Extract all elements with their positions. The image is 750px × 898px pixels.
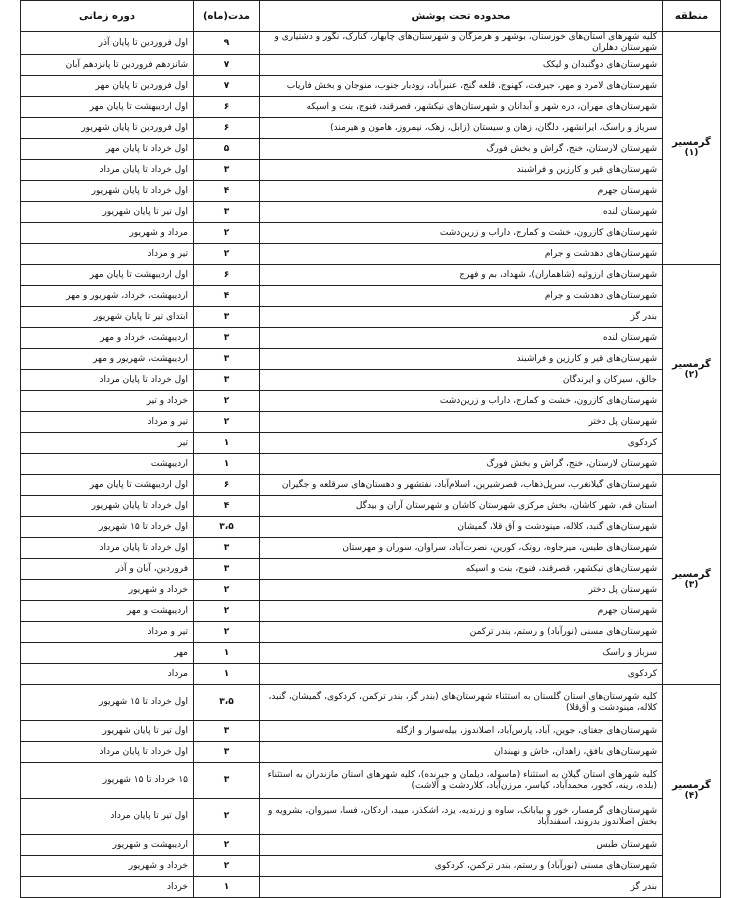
period-cell: اول فروردین تا پایان آذر <box>21 32 194 55</box>
duration-cell: ۳ <box>194 721 260 742</box>
duration-cell: ۶ <box>194 475 260 496</box>
area-cell: کلیه شهرهای استان‌های خوزستان، بوشهر و هرمزگان و شهرستان‌های چابهار، کنارک، نگور و دشتیاری و شهرستان دهلران <box>260 32 663 55</box>
region-cell <box>663 685 721 898</box>
table-row <box>21 643 721 664</box>
duration-cell: ۹ <box>194 32 260 55</box>
duration-cell: ۶ <box>194 265 260 286</box>
period-cell: تیر و مرداد <box>21 622 194 643</box>
header-region: منطقه <box>663 1 721 32</box>
header-period: دوره زمانی <box>21 1 194 32</box>
table-row <box>21 349 721 370</box>
table-row <box>21 538 721 559</box>
region-number: (۳) <box>684 579 699 590</box>
duration-cell: ۱ <box>194 664 260 685</box>
period-cell: اول خرداد تا پایان مرداد <box>21 538 194 559</box>
region-cell <box>663 265 721 475</box>
table-row <box>21 244 721 265</box>
duration-cell: ۷ <box>194 76 260 97</box>
table-row <box>21 307 721 328</box>
period-cell: اردیبهشت <box>21 454 194 475</box>
table-row <box>21 517 721 538</box>
region-number: (۱) <box>684 148 699 158</box>
table-row <box>21 97 721 118</box>
period-cell: ابتدای تیر تا پایان شهریور <box>21 307 194 328</box>
table-row <box>21 454 721 475</box>
area-cell: شهرستان‌های لامرد و مهر، جیرفت، کهنوج، قلعه گنج، عنبرآباد، رودبار جنوب، منوجان و بخش فاریاب <box>260 76 663 97</box>
duration-cell: ۳ <box>194 559 260 580</box>
table-row <box>21 742 721 763</box>
period-cell: ۱۵ خرداد تا ۱۵ شهریور <box>21 763 194 799</box>
table-row <box>21 721 721 742</box>
duration-cell: ۷ <box>194 55 260 76</box>
area-cell: شهرستان پل دختر <box>260 580 663 601</box>
table-row <box>21 370 721 391</box>
table-body <box>21 32 721 898</box>
table-row <box>21 559 721 580</box>
duration-cell: ۴ <box>194 181 260 202</box>
period-cell: مرداد و شهریور <box>21 223 194 244</box>
period-cell: خرداد <box>21 877 194 898</box>
area-cell: کردکوی <box>260 433 663 454</box>
duration-cell: ۳ <box>194 307 260 328</box>
region-number: (۴) <box>684 791 699 801</box>
duration-cell: ۲ <box>194 412 260 433</box>
duration-cell: ۳ <box>194 370 260 391</box>
period-cell: اردیبهشت و مهر <box>21 601 194 622</box>
table-row <box>21 32 721 55</box>
area-cell: شهرستان‌های طبس، میرجاوه، روتک، کورین، نصرت‌آباد، سراوان، سوران و مهرستان <box>260 538 663 559</box>
duration-cell: ۲ <box>194 580 260 601</box>
table-row <box>21 475 721 496</box>
table-row <box>21 580 721 601</box>
duration-cell: ۳ <box>194 763 260 799</box>
period-cell: اول خرداد تا پایان مرداد <box>21 742 194 763</box>
table-row <box>21 799 721 835</box>
duration-cell: ۲ <box>194 223 260 244</box>
period-cell: خرداد و تیر <box>21 391 194 412</box>
period-cell: مرداد <box>21 664 194 685</box>
area-cell: شهرستان‌های قیر و کارزین و فراشبند <box>260 160 663 181</box>
area-cell: شهرستان‌های بافق، زاهدان، خاش و نهبندان <box>260 742 663 763</box>
period-cell: اول خرداد تا پایان شهریور <box>21 181 194 202</box>
table-row <box>21 622 721 643</box>
area-cell: شهرستان‌های دوگنبدان و لیکک <box>260 55 663 76</box>
coverage-table <box>20 0 721 898</box>
duration-cell: ۲ <box>194 835 260 856</box>
table-row <box>21 601 721 622</box>
area-cell: شهرستان لنده <box>260 202 663 223</box>
table-row <box>21 181 721 202</box>
period-cell: اول خرداد تا ۱۵ شهریور <box>21 517 194 538</box>
duration-cell: ۱ <box>194 643 260 664</box>
area-cell: شهرستان‌های جغتای، جوین، آباد، پارس‌آباد، اصلاندوز، بیله‌سوار و ازگله <box>260 721 663 742</box>
table-row <box>21 202 721 223</box>
area-cell: شهرستان‌های دهدشت و جرام <box>260 244 663 265</box>
table-row <box>21 763 721 799</box>
period-cell: خرداد و شهریور <box>21 580 194 601</box>
duration-cell: ۱ <box>194 454 260 475</box>
period-cell: اول تیر تا پایان شهریور <box>21 202 194 223</box>
duration-cell: ۳ <box>194 202 260 223</box>
table-row <box>21 412 721 433</box>
period-cell: اول خرداد تا پایان مهر <box>21 139 194 160</box>
document-page <box>20 0 720 892</box>
area-cell: سرباز و راسک، ایرانشهر، دلگان، زهان و سیستان (زابل، زهک، نیمروز، هامون و هیرمند) <box>260 118 663 139</box>
period-cell: خرداد و شهریور <box>21 856 194 877</box>
table-row <box>21 76 721 97</box>
duration-cell: ۴ <box>194 286 260 307</box>
region-name: گرمسیر <box>672 358 711 370</box>
region-name: گرمسیر <box>672 780 711 791</box>
table-row <box>21 286 721 307</box>
table-row <box>21 856 721 877</box>
period-cell: اول اردیبهشت تا پایان مهر <box>21 97 194 118</box>
area-cell: شهرستان‌های مهران، دره شهر و آبدانان و شهرستان‌های نیکشهر، قصرقند، فنوج، بنت و اسپکه <box>260 97 663 118</box>
period-cell: اول خرداد تا پایان مرداد <box>21 160 194 181</box>
table-row <box>21 160 721 181</box>
period-cell: اردیبهشت، خرداد، شهریور و مهر <box>21 286 194 307</box>
area-cell: شهرستان لنده <box>260 328 663 349</box>
duration-cell: ۴ <box>194 496 260 517</box>
duration-cell: ۲ <box>194 622 260 643</box>
table-row <box>21 118 721 139</box>
period-cell: اردیبهشت، خرداد و مهر <box>21 328 194 349</box>
table-row <box>21 139 721 160</box>
duration-cell: ۳ <box>194 349 260 370</box>
area-cell: کردکوی <box>260 664 663 685</box>
period-cell: اول تیر تا پایان شهریور <box>21 721 194 742</box>
area-cell: شهرستان‌های گرمسار، خور و بیابانک، ساوه و زرندیه، یزد، اشکذر، میبد، اردکان، فسا، سیروان، بشرویه و بخش اصلاندوز بدروند، اسفندآباد <box>260 799 663 835</box>
area-cell: کلیه شهرستان‌های استان گلستان به استثناء شهرستان‌های (بندر گز، بندر ترکمن، کردکوی، گمیشان، گنبد، کلاله، مینودشت و آق‌قلا) <box>260 685 663 721</box>
duration-cell: ۶ <box>194 97 260 118</box>
period-cell: اردیبهشت و شهریور <box>21 835 194 856</box>
area-cell: شهرستان لارستان، خنج، گراش و بخش فورگ <box>260 139 663 160</box>
area-cell: شهرستان طبس <box>260 835 663 856</box>
period-cell: اول تیر تا پایان مرداد <box>21 799 194 835</box>
duration-cell: ۱ <box>194 433 260 454</box>
area-cell: شهرستان جهرم <box>260 181 663 202</box>
period-cell: اول خرداد تا پایان مرداد <box>21 370 194 391</box>
area-cell: شهرستان‌های گیلانغرب، سرپل‌ذهاب، قصرشیرین، اسلام‌آباد، نفتشهر و دهستان‌های سرقلعه و جگیران <box>260 475 663 496</box>
area-cell: شهرستان‌های قیر و کارزین و فراشبند <box>260 349 663 370</box>
area-cell: سرباز و راسک <box>260 643 663 664</box>
period-cell: اول فروردین تا پایان مهر <box>21 76 194 97</box>
table-row <box>21 496 721 517</box>
table-row <box>21 265 721 286</box>
table-row <box>21 391 721 412</box>
period-cell: تیر <box>21 433 194 454</box>
area-cell: شهرستان‌های مسنی (نورآباد) و رستم، بندر ترکمن، کردکوی <box>260 856 663 877</box>
period-cell: شانزدهم فروردین تا پانزدهم آبان <box>21 55 194 76</box>
duration-cell: ۳،۵ <box>194 685 260 721</box>
duration-cell: ۲ <box>194 244 260 265</box>
area-cell: کلیه شهرهای استان گیلان به استثناء (ماسوله، دیلمان و جیرنده)، کلیه شهرهای استان مازندران به استثناء (بلده، رینه، کجور، محمدآباد، کیاسر، مرزن‌آباد، کلاردشت و آلاشت) <box>260 763 663 799</box>
region-cell <box>663 32 721 265</box>
header-duration: مدت(ماه) <box>194 1 260 32</box>
area-cell: شهرستان‌های نیکشهر، قصرقند، فنوج، بنت و اسپکه <box>260 559 663 580</box>
period-cell: اول اردیبهشت تا پایان مهر <box>21 475 194 496</box>
duration-cell: ۳ <box>194 742 260 763</box>
region-cell <box>663 475 721 685</box>
area-cell: شهرستان‌های دهدشت و جرام <box>260 286 663 307</box>
header-area: محدوده تحت پوشش <box>260 1 663 32</box>
area-cell: بندر گز <box>260 877 663 898</box>
area-cell: شهرستان پل دختر <box>260 412 663 433</box>
area-cell: بندر گز <box>260 307 663 328</box>
table-row <box>21 685 721 721</box>
table-row <box>21 328 721 349</box>
duration-cell: ۵ <box>194 139 260 160</box>
period-cell: اول خرداد تا ۱۵ شهریور <box>21 685 194 721</box>
duration-cell: ۳ <box>194 538 260 559</box>
duration-cell: ۲ <box>194 391 260 412</box>
duration-cell: ۳ <box>194 328 260 349</box>
table-row <box>21 55 721 76</box>
area-cell: شهرستان‌های مسنی (نورآباد) و رستم، بندر ترکمن <box>260 622 663 643</box>
duration-cell: ۲ <box>194 799 260 835</box>
period-cell: تیر و مرداد <box>21 412 194 433</box>
area-cell: جالق، سیرکان و ایرندگان <box>260 370 663 391</box>
region-name: گرمسیر <box>672 568 711 580</box>
period-cell: تیر و مرداد <box>21 244 194 265</box>
area-cell: شهرستان‌های ارزوئیه (شاهماران)، شهداد، بم و فهرج <box>260 265 663 286</box>
area-cell: شهرستان‌های کازرون، خشت و کمارج، داراب و زرین‌دشت <box>260 223 663 244</box>
period-cell: مهر <box>21 643 194 664</box>
region-name: گرمسیر <box>672 137 711 148</box>
area-cell: شهرستان‌های کازرون، خشت و کمارج، داراب و زرین‌دشت <box>260 391 663 412</box>
duration-cell: ۱ <box>194 877 260 898</box>
table-row <box>21 664 721 685</box>
duration-cell: ۳،۵ <box>194 517 260 538</box>
area-cell: شهرستان لارستان، خنج، گراش و بخش فورگ <box>260 454 663 475</box>
period-cell: اول اردیبهشت تا پایان مهر <box>21 265 194 286</box>
table-row <box>21 835 721 856</box>
table-row <box>21 433 721 454</box>
duration-cell: ۳ <box>194 160 260 181</box>
area-cell: شهرستان جهرم <box>260 601 663 622</box>
period-cell: فروردین، آبان و آذر <box>21 559 194 580</box>
area-cell: استان قم، شهر کاشان، بخش مرکزی شهرستان کاشان و شهرستان آران و بیدگل <box>260 496 663 517</box>
table-row <box>21 223 721 244</box>
duration-cell: ۲ <box>194 601 260 622</box>
period-cell: اول خرداد تا پایان شهریور <box>21 496 194 517</box>
area-cell: شهرستان‌های گنبد، کلاله، مینودشت و آق قلا، گمیشان <box>260 517 663 538</box>
header-row <box>21 1 721 32</box>
duration-cell: ۲ <box>194 856 260 877</box>
period-cell: اردیبهشت، شهریور و مهر <box>21 349 194 370</box>
region-number: (۲) <box>684 369 699 380</box>
table-row <box>21 877 721 898</box>
duration-cell: ۶ <box>194 118 260 139</box>
period-cell: اول فروردین تا پایان شهریور <box>21 118 194 139</box>
